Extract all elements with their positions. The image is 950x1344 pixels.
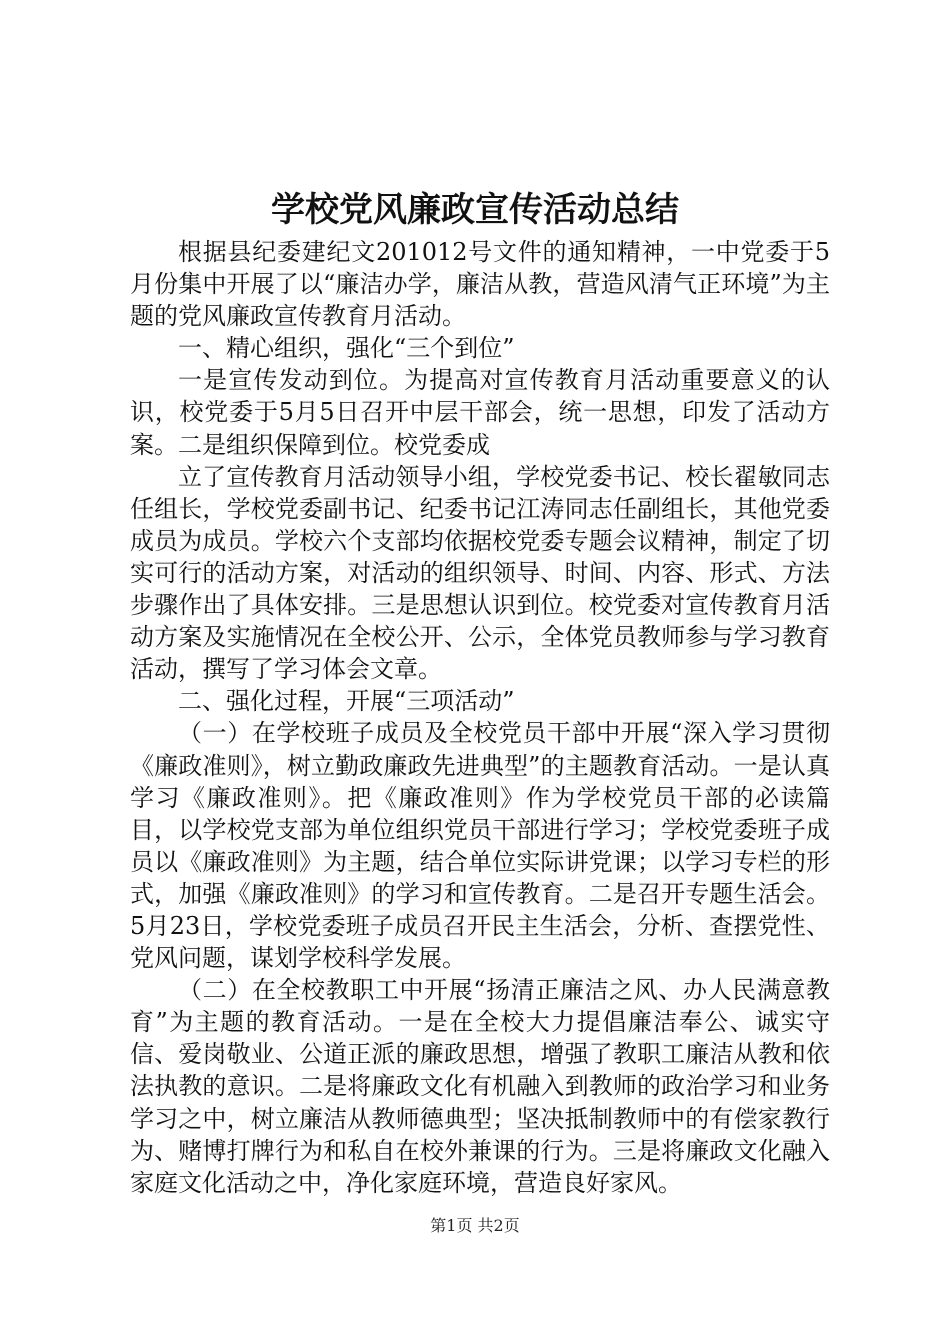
paragraph: 立了宣传教育月活动领导小组，学校党委书记、校长翟敏同志任组长，学校党委副书记、纪委书记江涛同志任副组长，其他党委成员为成员。学校六个支部均依据校党委专题会议精神，制定了切实可行的活动方案，对活动的组织领导、时间、内容、形式、方法步骤作出了具体安排。三是思想认识到位。校党委对宣传教育月活动方案及实施情况在全校公开、公示，全体党员教师参与学习教育活动，撰写了学习体会文章。 <box>130 462 830 684</box>
paragraph: 一是宣传发动到位。为提高对宣传教育月活动重要意义的认识，校党委于5月5日召开中层干部会，统一思想，印发了活动方案。二是组织保障到位。校党委成 <box>130 366 830 459</box>
paragraph: （二）在全校教职工中开展“扬清正廉洁之风、办人民满意教育”为主题的教育活动。一是在全校大力提倡廉洁奉公、诚实守信、爱岗敬业、公道正派的廉政思想，增强了教职工廉洁从教和依法执教的意识。二是将廉政文化有机融入到教师的政治学习和业务学习之中，树立廉洁从教师德典型；坚决抵制教师中的有偿家教行为、赌博打牌行为和私自在校外兼课的行为。三是将廉政文化融入家庭文化活动之中，净化家庭环境，营造良好家风。 <box>130 976 830 1197</box>
paragraph-intro: 根据县纪委建纪文201012号文件的通知精神，一中党委于5月份集中开展了以“廉洁办学，廉洁从教，营造风清气正环境”为主题的党风廉政宣传教育月活动。 <box>130 238 830 331</box>
section-heading-1: 一、精心组织，强化“三个到位” <box>178 334 515 363</box>
section-heading-2: 二、强化过程，开展“三项活动” <box>178 687 515 716</box>
document-body <box>130 236 830 1199</box>
paragraph: （一）在学校班子成员及全校党员干部中开展“深入学习贯彻《廉政准则》，树立勤政廉政先进典型”的主题教育活动。一是认真学习《廉政准则》。把《廉政准则》作为学校党员干部的必读篇目，以学校党支部为单位组织党员干部进行学习；学校党委班子成员以《廉政准则》为主题，结合单位实际讲党课；以学习专栏的形式，加强《廉政准则》的学习和宣传教育。二是召开专题生活会。5月23日，学校党委班子成员召开民主生活会，分析、查摆党性、党风问题，谋划学校科学发展。 <box>130 719 830 973</box>
page-footer: 第1页 共2页 <box>430 1216 520 1235</box>
page-title: 学校党风廉政宣传活动总结 <box>271 190 679 230</box>
